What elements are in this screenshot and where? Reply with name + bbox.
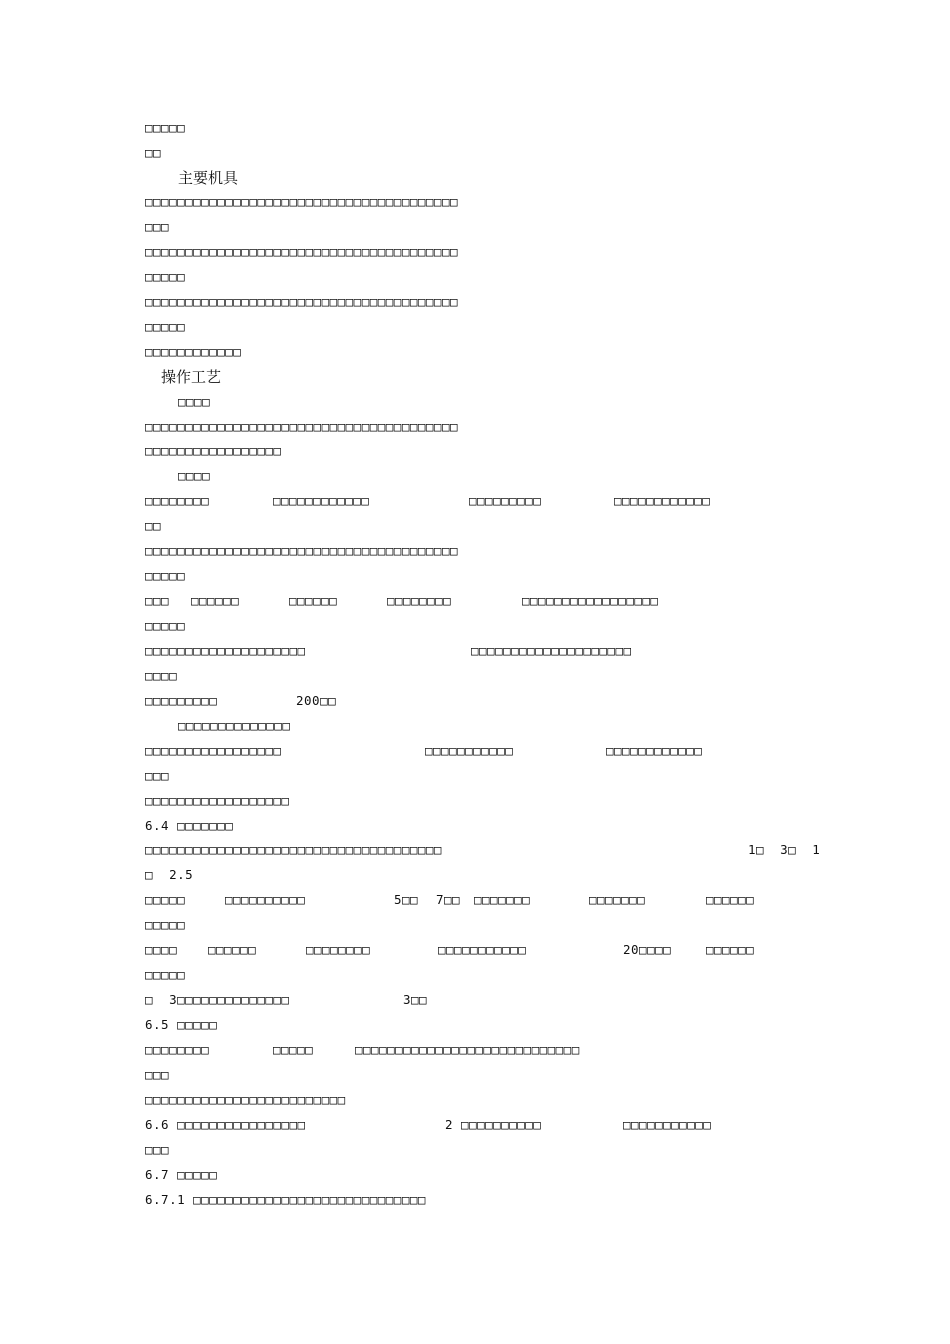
text-line-34-seg-4: □□□□□□□□□□□ — [438, 942, 527, 957]
text-line-38-seg-2: □□□□□ — [273, 1042, 314, 1057]
text-line-41-seg-3: □□□□□□□□□□□ — [623, 1117, 712, 1132]
text-line-26-seg-2: □□□□□□□□□□□ — [425, 743, 514, 758]
text-line-22-seg-2: □□□□□□□□□□□□□□□□□□□□ — [471, 643, 632, 658]
text-line-37: 6.5 □□□□□ — [145, 1017, 218, 1032]
text-line-33: □□□□□ — [145, 917, 186, 932]
text-line-17: □□ — [145, 518, 162, 533]
text-line-12: □□□□ — [178, 394, 211, 409]
text-line-34-seg-1: □□□□ — [145, 942, 178, 957]
text-line-43: 6.7 □□□□□ — [145, 1167, 218, 1182]
text-line-16-seg-4: □□□□□□□□□□□□ — [614, 493, 711, 508]
text-line-4: □□□□□□□□□□□□□□□□□□□□□□□□□□□□□□□□□□□□□□□ — [145, 194, 458, 209]
text-line-15: □□□□ — [178, 468, 211, 483]
text-line-26-seg-1: □□□□□□□□□□□□□□□□□ — [145, 743, 282, 758]
text-line-20-seg-2: □□□□□□ — [191, 593, 240, 608]
text-line-24-seg-2: 200□□ — [296, 693, 337, 708]
text-line-30-seg-2: 1□ 3□ 1 — [748, 842, 821, 857]
text-line-19: □□□□□ — [145, 568, 186, 583]
text-line-34-seg-5: 20□□□□ — [623, 942, 672, 957]
text-line-39: □□□ — [145, 1067, 170, 1082]
text-line-10: □□□□□□□□□□□□ — [145, 344, 242, 359]
text-line-32-seg-1: □□□□□ — [145, 892, 186, 907]
text-line-16-seg-3: □□□□□□□□□ — [469, 493, 542, 508]
text-line-13: □□□□□□□□□□□□□□□□□□□□□□□□□□□□□□□□□□□□□□□ — [145, 419, 458, 434]
text-line-20-seg-4: □□□□□□□□ — [387, 593, 452, 608]
text-line-8: □□□□□□□□□□□□□□□□□□□□□□□□□□□□□□□□□□□□□□□ — [145, 294, 458, 309]
text-line-16-seg-1: □□□□□□□□ — [145, 493, 210, 508]
text-line-36-seg-2: 3□□ — [403, 992, 428, 1007]
text-line-34-seg-2: □□□□□□ — [208, 942, 257, 957]
text-line-28: □□□□□□□□□□□□□□□□□□ — [145, 793, 290, 808]
text-line-30-seg-1: □□□□□□□□□□□□□□□□□□□□□□□□□□□□□□□□□□□□□ — [145, 842, 442, 857]
text-line-35: □□□□□ — [145, 967, 186, 982]
text-line-5: □□□ — [145, 219, 170, 234]
text-line-27: □□□ — [145, 768, 170, 783]
text-line-23: □□□□ — [145, 668, 178, 683]
text-line-32-seg-2: □□□□□□□□□□ — [225, 892, 306, 907]
text-line-29: 6.4 □□□□□□□ — [145, 818, 234, 833]
text-line-36-seg-1: □ 3□□□□□□□□□□□□□□ — [145, 992, 290, 1007]
text-line-20-seg-5: □□□□□□□□□□□□□□□□□ — [522, 593, 659, 608]
text-line-32-seg-5: □□□□□□□ — [474, 892, 531, 907]
text-line-41-seg-2: 2 □□□□□□□□□□ — [445, 1117, 542, 1132]
text-line-25: □□□□□□□□□□□□□□ — [178, 718, 291, 733]
text-line-42: □□□ — [145, 1142, 170, 1157]
text-line-41-seg-1: 6.6 □□□□□□□□□□□□□□□□ — [145, 1117, 306, 1132]
text-line-34-seg-3: □□□□□□□□ — [306, 942, 371, 957]
text-line-21: □□□□□ — [145, 618, 186, 633]
text-line-16-seg-2: □□□□□□□□□□□□ — [273, 493, 370, 508]
text-line-38-seg-3: □□□□□□□□□□□□□□□□□□□□□□□□□□□□ — [355, 1042, 580, 1057]
text-line-22-seg-1: □□□□□□□□□□□□□□□□□□□□ — [145, 643, 306, 658]
text-line-40: □□□□□□□□□□□□□□□□□□□□□□□□□ — [145, 1092, 346, 1107]
text-line-24-seg-1: □□□□□□□□□ — [145, 693, 218, 708]
text-line-20-seg-3: □□□□□□ — [289, 593, 338, 608]
text-line-9: □□□□□ — [145, 319, 186, 334]
section-heading-main-tools: 主要机具 — [178, 169, 239, 187]
text-line-32-seg-6: □□□□□□□ — [589, 892, 646, 907]
text-line-18: □□□□□□□□□□□□□□□□□□□□□□□□□□□□□□□□□□□□□□□ — [145, 543, 458, 558]
text-line-32-seg-3: 5□□ — [394, 892, 419, 907]
section-heading-operation-process: 操作工艺 — [161, 368, 222, 386]
text-line-20-seg-1: □□□ — [145, 593, 170, 608]
text-line-38-seg-1: □□□□□□□□ — [145, 1042, 210, 1057]
text-line-14: □□□□□□□□□□□□□□□□□ — [145, 443, 282, 458]
text-line-1: □□□□□ — [145, 120, 186, 135]
text-line-31: □ 2.5 — [145, 867, 194, 882]
text-line-44: 6.7.1 □□□□□□□□□□□□□□□□□□□□□□□□□□□□□ — [145, 1192, 426, 1207]
text-line-32-seg-4: 7□□ — [436, 892, 461, 907]
text-line-32-seg-7: □□□□□□ — [706, 892, 755, 907]
text-line-34-seg-6: □□□□□□ — [706, 942, 755, 957]
text-line-26-seg-3: □□□□□□□□□□□□ — [606, 743, 703, 758]
text-line-2: □□ — [145, 145, 162, 160]
text-line-6: □□□□□□□□□□□□□□□□□□□□□□□□□□□□□□□□□□□□□□□ — [145, 244, 458, 259]
text-line-7: □□□□□ — [145, 269, 186, 284]
